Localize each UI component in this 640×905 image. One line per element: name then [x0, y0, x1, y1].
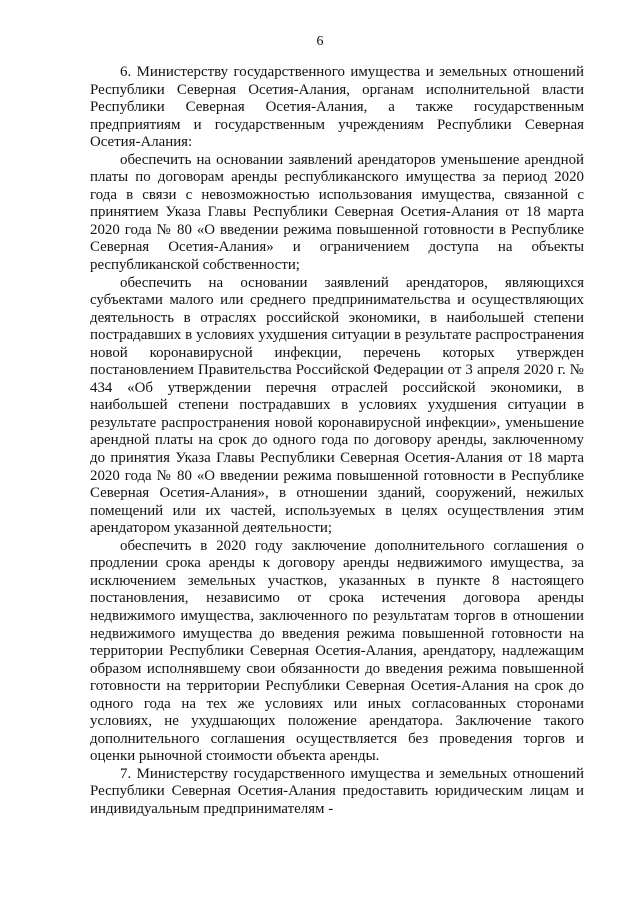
paragraph-rent-reduction: обеспечить на основании заявлений арендаторов уменьшение арендной платы по договорам аренды республиканского имущества за период 2020 года в связи с невозможностью использования имущества, связанной с принятием Указа Главы Республики Северная Осетия-Алания от 18 марта 2020 года № 80 «О введении режима повышенной готовности в Республике Северная Осетия-Алания» и ограничением доступа на объекты республиканской собственности; — [90, 151, 584, 274]
paragraph-sme-rent-reduction: обеспечить на основании заявлений арендаторов, являющихся субъектами малого или среднего предпринимательства и осуществляющих деятельность в отраслях российской экономики, в наибольшей степени пострадавших в условиях ухудшения ситуации в результате распространения новой коронавирусной инфекции, перечень которых утвержден постановлением Правительства Российской Федерации от 3 апреля 2020 г. № 434 «Об утверждении перечня отраслей российской экономики, в наибольшей степени пострадавших в условиях ухудшения ситуации в результате распространения новой коронавирусной инфекции», уменьшение арендной платы на срок до одного года по договору аренды, заключенному до принятия Указа Главы Республики Северная Осетия-Алания от 18 марта 2020 года № 80 «О введении режима повышенной готовности в Республике Северная Осетия-Алания», в отношении зданий, сооружений, нежилых помещений или их частей, используемых в целях осуществления этим арендатором указанной деятельности; — [90, 274, 584, 537]
paragraph-item-6-intro: 6. Министерству государственного имущества и земельных отношений Республики Северная Осетия-Алания, органам исполнительной власти Республики Северная Осетия-Алания, а также государственным предприятиям и государственным учреждениям Республики Северная Осетия-Алания: — [90, 64, 584, 151]
document-body — [90, 64, 584, 819]
paragraph-lease-extension: обеспечить в 2020 году заключение дополнительного соглашения о продлении срока аренды к договору аренды недвижимого имущества, за исключением земельных участков, указанных в пункте 8 настоящего постановления, независимо от срока истечения договора аренды недвижимого имущества, заключенного по результатам торгов в отношении недвижимого имущества до введения режима повышенной готовности на территории Республики Северная Осетия-Алания, арендатору, надлежащим образом исполнявшему свои обязанности до введения режима повышенной готовности на территории Республики Северная Осетия-Алания на срок до одного года на тех же условиях или иных согласованных сторонами условиях, не ухудшающих положение арендатора. Заключение такого дополнительного соглашения осуществляется без проведения торгов и оценки рыночной стоимости объекта аренды. — [90, 537, 584, 765]
paragraph-item-7-intro: 7. Министерству государственного имущества и земельных отношений Республики Северная Осетия-Алания предоставить юридическим лицам и индивидуальным предпринимателям - — [90, 765, 584, 817]
page-number: 6 — [316, 34, 324, 49]
